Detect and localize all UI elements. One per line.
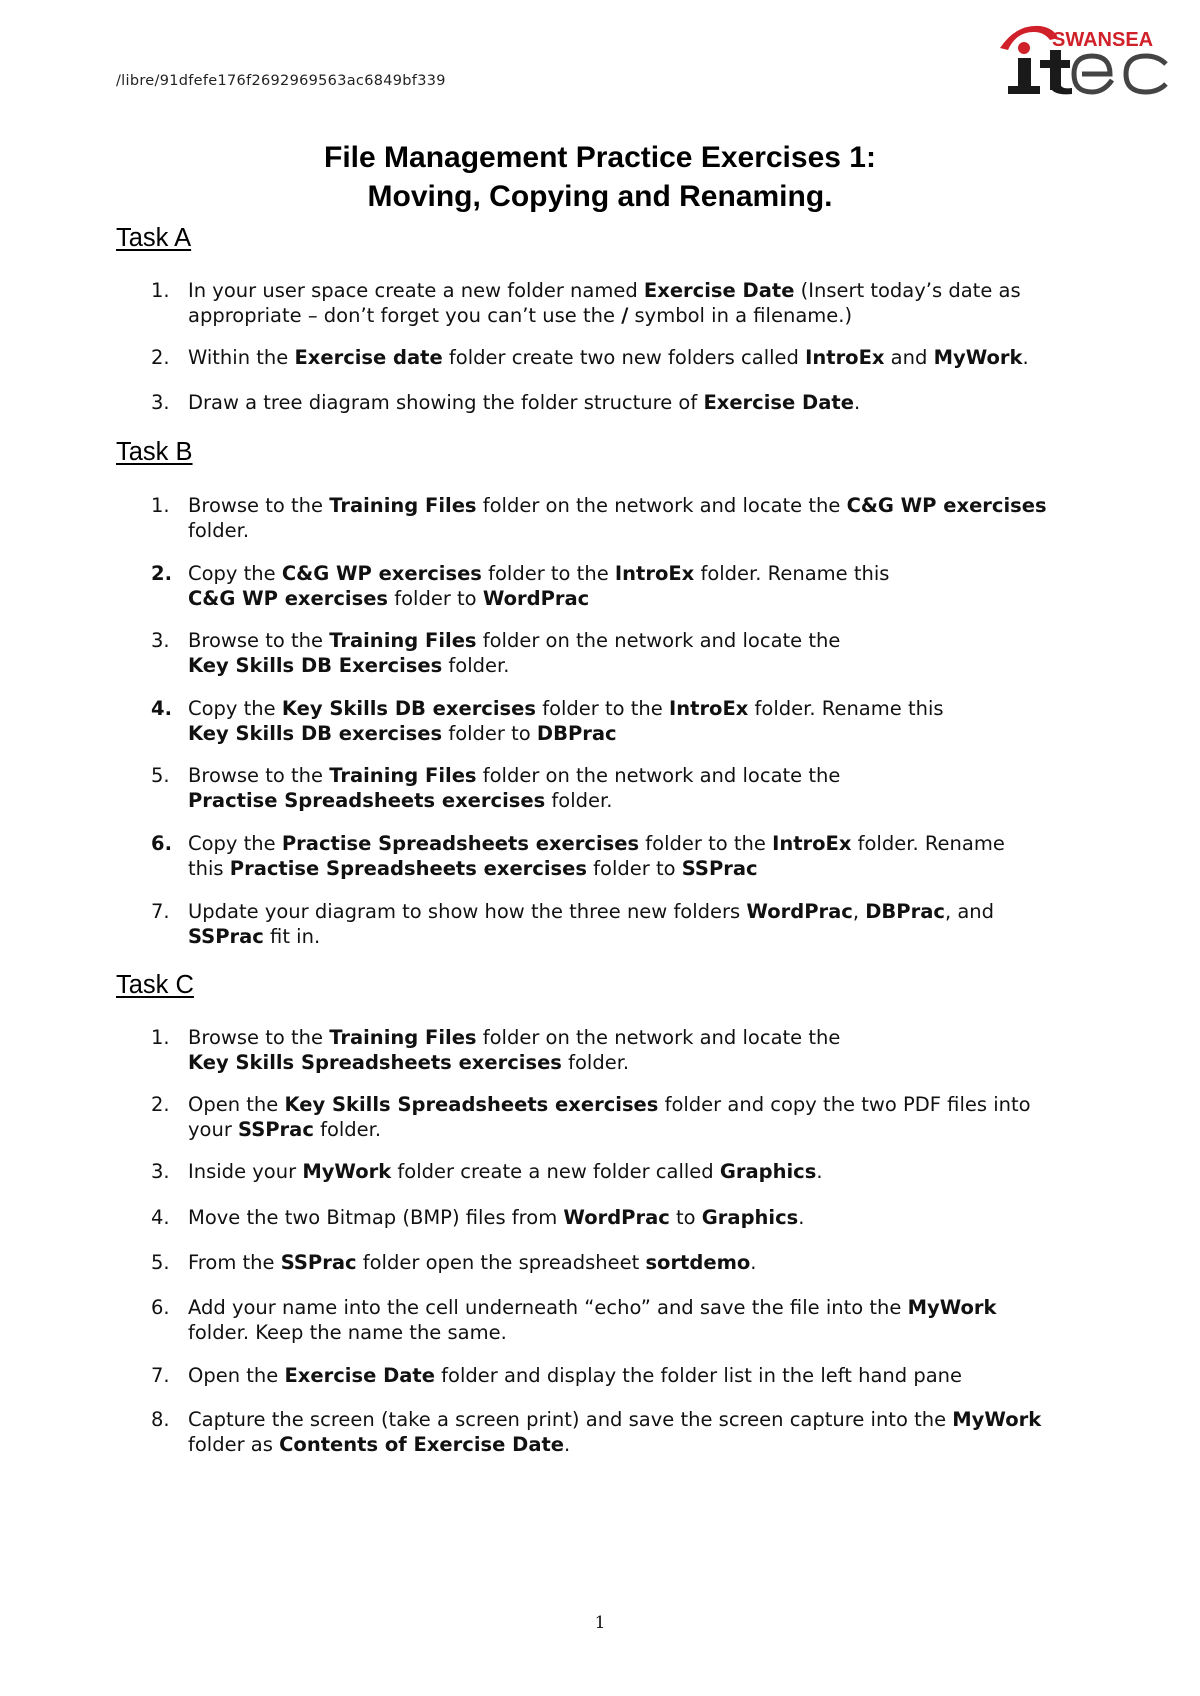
- task-heading: Task A: [116, 224, 192, 252]
- text-run: folder to: [586, 857, 682, 880]
- text-run: folder to: [388, 587, 483, 610]
- text-run: folder create two new folders called: [442, 346, 806, 369]
- bold-term: SSPrac: [681, 857, 758, 880]
- list-item: [116, 831, 1096, 881]
- list-item-line: [188, 1250, 1096, 1275]
- text-run: Open the: [188, 1364, 285, 1387]
- text-run: Open the: [188, 1093, 285, 1116]
- list-item-line: [188, 1092, 1096, 1117]
- list-item: [116, 696, 1096, 746]
- list-item: [116, 1092, 1096, 1142]
- list-item-line: [188, 303, 1096, 328]
- list-item: [116, 1250, 1096, 1275]
- bold-term: Practise Spreadsheets exercises: [229, 857, 587, 880]
- text-run: folder and display the folder list in the left hand pane: [434, 1364, 963, 1387]
- list-item-line: [188, 831, 1096, 856]
- bold-term: Exercise Date: [703, 391, 854, 414]
- text-run: symbol in a filename.): [628, 304, 853, 327]
- list-item-line: [188, 586, 1096, 611]
- text-run: .: [1022, 346, 1029, 369]
- text-run: .: [853, 391, 861, 414]
- text-run: Capture the screen (take a screen print) and save the screen capture into the: [188, 1408, 953, 1431]
- text-run: Copy the: [188, 832, 282, 855]
- file-path: /libre/91dfefe176f2692969563ac6849bf339: [116, 73, 446, 89]
- text-run: this: [188, 857, 230, 880]
- list-item: [116, 493, 1096, 543]
- title-line-2: Moving, Copying and Renaming.: [367, 180, 833, 213]
- list-item: [116, 899, 1096, 949]
- list-item-line: [188, 924, 1096, 949]
- text-run: , and: [944, 900, 995, 923]
- list-item-line: [188, 1117, 1096, 1142]
- bold-term: IntroEx: [668, 697, 749, 720]
- list-item-line: [188, 628, 1096, 653]
- text-run: Browse to the: [188, 629, 330, 652]
- list-item-line: [188, 763, 1096, 788]
- list-item-line: [188, 390, 1096, 415]
- text-run: folder on the network and locate the: [476, 764, 841, 787]
- swansea-itec-logo: [994, 18, 1174, 98]
- svg-text:SWANSEA: SWANSEA: [1052, 29, 1154, 51]
- text-run: .: [816, 1160, 823, 1183]
- text-run: and: [884, 346, 934, 369]
- bold-term: Exercise date: [294, 346, 443, 369]
- bold-term: MyWork: [907, 1296, 997, 1319]
- list-item: [116, 1363, 1096, 1388]
- bold-term: /: [621, 304, 629, 327]
- list-item-line: [188, 1407, 1096, 1432]
- text-run: folder.: [442, 654, 510, 677]
- text-run: .: [564, 1433, 571, 1456]
- list-item-number: 8.: [151, 1408, 170, 1431]
- bold-term: IntroEx: [772, 832, 852, 855]
- list-item-line: [188, 1295, 1096, 1320]
- bold-term: Graphics: [701, 1206, 799, 1229]
- bold-term: DBPrac: [536, 722, 617, 745]
- list-item-number: 5.: [151, 1251, 170, 1274]
- bold-term: WordPrac: [482, 587, 590, 610]
- text-run: folder. Rename this: [748, 697, 944, 720]
- text-run: folder.: [545, 789, 613, 812]
- list-item-line: [188, 1205, 1096, 1230]
- list-item-line: [188, 788, 1096, 813]
- page-number: 1: [594, 1613, 606, 1633]
- text-run: Copy the: [188, 697, 282, 720]
- bold-term: Practise Spreadsheets exercises: [188, 789, 546, 812]
- text-run: .: [750, 1251, 757, 1274]
- text-run: Draw a tree diagram showing the folder structure of: [188, 391, 704, 414]
- text-run: Inside your: [188, 1160, 303, 1183]
- text-run: folder.: [313, 1118, 382, 1141]
- list-item-line: [188, 345, 1096, 370]
- bold-term: WordPrac: [746, 900, 853, 923]
- bold-term: Key Skills Spreadsheets exercises: [284, 1093, 659, 1116]
- bold-term: sortdemo: [645, 1251, 751, 1274]
- text-run: folder create a new folder called: [391, 1160, 720, 1183]
- text-run: fit in.: [263, 925, 321, 948]
- list-item-number: 2.: [151, 562, 172, 585]
- list-item-number: 2.: [151, 1093, 170, 1116]
- list-item-number: 1.: [151, 494, 170, 517]
- text-run: Browse to the: [188, 764, 330, 787]
- list-item-line: [188, 1320, 1096, 1345]
- text-run: ,: [852, 900, 866, 923]
- text-run: Add your name into the cell underneath “echo” and save the file into the: [188, 1296, 908, 1319]
- bold-term: Graphics: [719, 1160, 817, 1183]
- bold-term: C&G WP exercises: [281, 562, 482, 585]
- bold-term: WordPrac: [563, 1206, 670, 1229]
- text-run: folder.: [561, 1051, 630, 1074]
- text-run: folder to the: [481, 562, 615, 585]
- bold-term: SSPrac: [238, 1118, 314, 1141]
- list-item-line: [188, 856, 1096, 881]
- list-item-line: [188, 1050, 1096, 1075]
- text-run: appropriate – don’t forget you can’t use the: [188, 304, 622, 327]
- bold-term: Key Skills DB exercises: [281, 697, 536, 720]
- text-run: your: [188, 1118, 239, 1141]
- text-run: folder on the network and locate the: [476, 1026, 841, 1049]
- text-run: folder on the network and locate the: [476, 494, 847, 517]
- list-item-number: 6.: [151, 1296, 170, 1319]
- text-run: folder as: [188, 1433, 280, 1456]
- list-item-number: 4.: [151, 1206, 170, 1229]
- bold-term: Practise Spreadsheets exercises: [281, 832, 640, 855]
- bold-term: SSPrac: [188, 925, 264, 948]
- list-item: [116, 1159, 1096, 1184]
- list-item: [116, 345, 1096, 370]
- text-run: folder. Rename: [851, 832, 1005, 855]
- list-item: [116, 390, 1096, 415]
- bold-term: SSPrac: [280, 1251, 357, 1274]
- list-item-line: [188, 899, 1096, 924]
- list-item-line: [188, 278, 1096, 303]
- text-run: Copy the: [188, 562, 282, 585]
- text-run: folder to: [442, 722, 537, 745]
- list-item-line: [188, 1432, 1096, 1457]
- list-item-number: 6.: [151, 832, 172, 855]
- list-item: [116, 1407, 1096, 1457]
- bold-term: Training Files: [329, 629, 477, 652]
- text-run: to: [669, 1206, 702, 1229]
- bold-term: Training Files: [329, 1026, 477, 1049]
- task-heading: Task B: [116, 438, 193, 466]
- list-item: [116, 628, 1096, 678]
- bold-term: Training Files: [329, 764, 477, 787]
- list-item-line: [188, 493, 1096, 518]
- bold-term: C&G WP exercises: [188, 587, 389, 610]
- list-item-number: 3.: [151, 391, 170, 414]
- document-title: [0, 138, 1200, 216]
- title-line-1: File Management Practice Exercises 1:: [324, 141, 876, 174]
- bold-term: MyWork: [952, 1408, 1042, 1431]
- list-item: [116, 1295, 1096, 1345]
- list-item-line: [188, 518, 1096, 543]
- bold-term: C&G WP exercises: [846, 494, 1047, 517]
- text-run: folder on the network and locate the: [476, 629, 841, 652]
- text-run: Move the two Bitmap (BMP) files from: [188, 1206, 564, 1229]
- bold-term: Key Skills Spreadsheets exercises: [188, 1051, 562, 1074]
- bold-term: Key Skills DB Exercises: [188, 654, 443, 677]
- list-item-number: 1.: [151, 1026, 170, 1049]
- list-item-line: [188, 1159, 1096, 1184]
- list-item-line: [188, 1363, 1096, 1388]
- task-heading: Task C: [116, 971, 194, 999]
- text-run: .: [798, 1206, 805, 1229]
- list-item-number: 4.: [151, 697, 172, 720]
- text-run: folder to the: [536, 697, 669, 720]
- text-run: Browse to the: [188, 494, 330, 517]
- list-item: [116, 278, 1096, 328]
- list-item-number: 7.: [151, 1364, 170, 1387]
- text-run: In your user space create a new folder named: [188, 279, 644, 302]
- text-run: Within the: [188, 346, 295, 369]
- bold-term: IntroEx: [614, 562, 695, 585]
- text-run: folder to the: [639, 832, 773, 855]
- text-run: folder and copy the two PDF files into: [658, 1093, 1031, 1116]
- text-run: folder. Keep the name the same.: [188, 1321, 507, 1344]
- bold-term: Exercise Date: [643, 279, 795, 302]
- list-item-number: 5.: [151, 764, 170, 787]
- list-item-number: 7.: [151, 900, 170, 923]
- bold-term: Contents of Exercise Date: [279, 1433, 565, 1456]
- list-item-number: 2.: [151, 346, 170, 369]
- list-item-number: 3.: [151, 1160, 170, 1183]
- bold-term: IntroEx: [805, 346, 885, 369]
- list-item-line: [188, 721, 1096, 746]
- list-item-number: 3.: [151, 629, 170, 652]
- bold-term: Training Files: [329, 494, 477, 517]
- list-item-line: [188, 696, 1096, 721]
- list-item: [116, 1205, 1096, 1230]
- list-item-line: [188, 561, 1096, 586]
- text-run: Browse to the: [188, 1026, 330, 1049]
- text-run: folder open the spreadsheet: [356, 1251, 646, 1274]
- text-run: From the: [188, 1251, 281, 1274]
- text-run: folder.: [188, 519, 250, 542]
- bold-term: Key Skills DB exercises: [188, 722, 443, 745]
- bold-term: DBPrac: [865, 900, 945, 923]
- bold-term: MyWork: [302, 1160, 392, 1183]
- text-run: folder. Rename this: [694, 562, 890, 585]
- text-run: Update your diagram to show how the three new folders: [188, 900, 747, 923]
- list-item: [116, 763, 1096, 813]
- text-run: (Insert today’s date as: [794, 279, 1021, 302]
- list-item: [116, 561, 1096, 611]
- list-item-line: [188, 1025, 1096, 1050]
- list-item-number: 1.: [151, 279, 170, 302]
- bold-term: Exercise Date: [284, 1364, 435, 1387]
- bold-term: MyWork: [933, 346, 1023, 369]
- list-item-line: [188, 653, 1096, 678]
- list-item: [116, 1025, 1096, 1075]
